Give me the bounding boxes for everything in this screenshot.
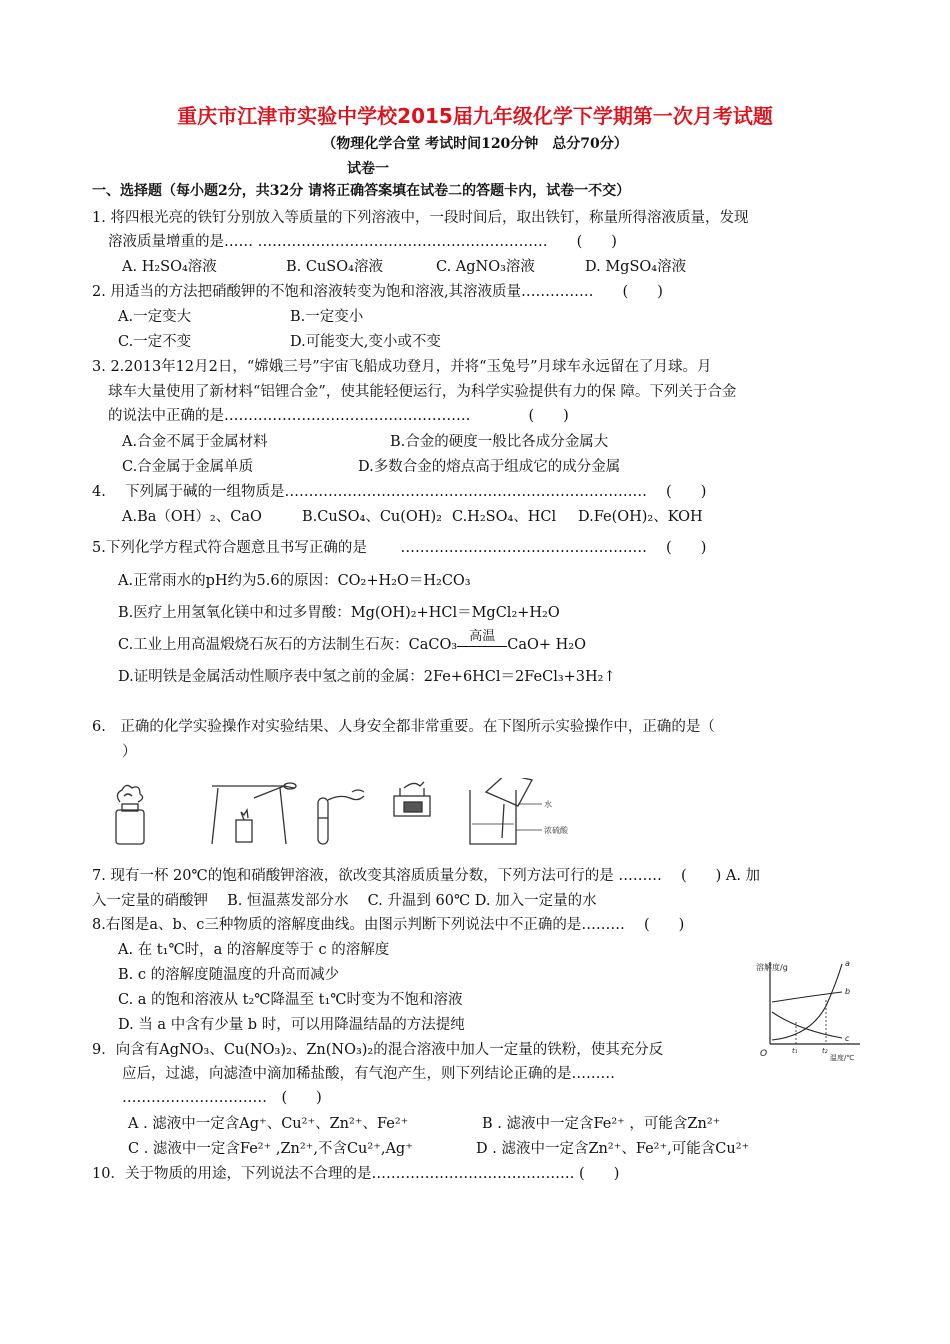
label-water: 水 [544, 800, 552, 809]
reaction-condition-label: 高温 [469, 629, 496, 644]
q1-stem: 1. 将四根光亮的铁钉分别放入等质量的下列溶液中，一段时间后，取出铁钉，称量所得溶液质量，发现 [92, 210, 749, 226]
q5-option-a: A.正常雨水的pH约为5.6的原因：CO₂+H₂O＝H₂CO₃ [118, 573, 471, 589]
q4-option-b: B.CuSO₄、Cu(OH)₂ [302, 509, 442, 525]
chart-xlabel: 温度/℃ [830, 1054, 855, 1062]
q9-option-d: D . 滤液中一定含Zn²⁺、Fe²⁺,可能含Cu²⁺ [476, 1141, 750, 1157]
q3-option-c: C.合金属于金属单质 [122, 459, 254, 475]
q5-option-c-product: CaO+ H₂O [507, 637, 586, 653]
curve-c [772, 1012, 842, 1038]
q8-option-d: D. 当 a 中含有少量 b 时，可以用降温结晶的方法提纯 [118, 1017, 465, 1033]
q4-option-c: C.H₂SO₄、HCl [452, 509, 557, 525]
q3-option-b: B.合金的硬度一般比各成分金属大 [390, 434, 609, 450]
q3-stem-cont: 球车大量使用了新材料“铝锂合金”，使其能轻便运行，为科学实验提供有力的保 障。下列关于合金 [108, 384, 737, 400]
q9-option-b: B . 滤液中一定含Fe²⁺ ，可能含Zn²⁺ [482, 1116, 721, 1132]
q3-stem-cont2: 的说法中正确的是…………………………………………… ( ) [108, 408, 569, 424]
test-tube-figure [318, 790, 364, 844]
q9-option-c: C . 滤液中一定含Fe²⁺ ,Zn²⁺,不含Cu²⁺,Ag⁺ [128, 1141, 413, 1157]
heating-figure [212, 783, 296, 844]
q9-stem-cont: 应后，过滤，向滤渣中滴加稀盐酸，有气泡产生，则下列结论正确的是……… [122, 1066, 615, 1082]
q5-option-b: B.医疗上用氢氧化镁中和过多胃酸：Mg(OH)₂+HCl＝MgCl₂+H₂O [118, 605, 560, 621]
reaction-condition [457, 629, 507, 654]
label-acid: 浓硫酸 [544, 826, 568, 835]
label-a: a [845, 959, 850, 968]
q3-option-a: A.合金不属于金属材料 [122, 434, 268, 450]
q5-option-c [118, 629, 586, 654]
q9-stem: 9．向含有AgNO₃、Cu(NO₃)₂、Zn(NO₃)₂的混合溶液中加人一定量的铁粉，使其充分反 [92, 1042, 664, 1058]
q4-option-d: D.Fe(OH)₂、KOH [578, 509, 703, 525]
q1-option-b: B. CuSO₄溶液 [286, 259, 383, 275]
chart-ylabel: 溶解度/g [756, 963, 788, 972]
q1-option-c: C. AgNO₃溶液 [436, 259, 535, 275]
label-t2: t₂ [822, 1047, 828, 1055]
q4-option-a: A.Ba（OH）₂、CaO [122, 509, 262, 525]
q6-stem-cont: ） [122, 744, 137, 760]
section-heading: 一、选择题（每小题2分，共32分 请将正确答案填在试卷二的答题卡内，试卷一不交） [92, 183, 631, 199]
curve-b [772, 992, 842, 1002]
q2-stem: 2. 用适当的方法把硝酸钾的不饱和溶液转变为饱和溶液,其溶液质量…………… ( ) [92, 284, 663, 300]
q5-option-c-text: C.工业上用高温煅烧石灰石的方法制生石灰：CaCO₃ [118, 637, 458, 653]
q8-option-c: C. a 的饱和溶液从 t₂℃降温至 t₁℃时变为不饱和溶液 [118, 992, 463, 1008]
q10-stem: 10．关于物质的用途，下列说法不合理的是…………………………………… ( ) [92, 1166, 620, 1182]
q4-stem: 4. 下列属于碱的一组物质是………………………………………………………………… ( ) [92, 484, 707, 500]
q8-stem: 8.右图是a、b、c三种物质的溶解度曲线。由图示判断下列说法中不正确的是……… ( ) [92, 917, 685, 933]
q1-option-a: A. H₂SO₄溶液 [122, 259, 217, 275]
q9-stem-cont2: ………………………… ( ) [122, 1090, 322, 1106]
q6-stem: 6. 正确的化学实验操作对实验结果、人身安全都非常重要。在下图所示实验操作中，正确的是（ [92, 719, 715, 735]
q1-option-d: D. MgSO₄溶液 [585, 259, 687, 275]
q9-option-a: A . 滤液中一定含Ag⁺、Cu²⁺、Zn²⁺、Fe²⁺ [128, 1116, 409, 1132]
exam-title: 重庆市江津市实验中学校2015届九年级化学下学期第一次月考试题 [177, 104, 773, 128]
q1-stem-cont: 溶液质量增重的是…… …………………………………………………… ( ) [108, 234, 617, 250]
label-c: c [845, 1034, 850, 1043]
q2-option-d: D.可能变大,变小或不变 [290, 334, 441, 350]
exam-subtitle: （物理化学合堂 考试时间120分钟 总分70分） [322, 136, 628, 152]
q8-option-b: B. c 的溶解度随温度的升高而减少 [118, 967, 340, 983]
q2-option-a: A.一定变大 [118, 309, 192, 325]
chart-origin: O [760, 1049, 768, 1059]
q2-option-b: B.一定变小 [290, 309, 364, 325]
q6-figures [104, 778, 664, 848]
q5-stem: 5.下列化学方程式符合题意且书写正确的是 …………………………………………… ( ) [92, 540, 707, 556]
apparatus-figure [394, 782, 430, 816]
bottle-smell-figure [116, 785, 144, 844]
label-t1: t₁ [792, 1047, 798, 1055]
q3-stem: 3. 2.2013年12月2日，“嫦娥三号”宇宙飞船成功登月，并将“玉兔号”月球车永远留在了月球。月 [92, 359, 712, 375]
paper-label: 试卷一 [347, 161, 389, 177]
q8-option-a: A. 在 t₁℃时，a 的溶解度等于 c 的溶解度 [118, 942, 390, 958]
q7-options: 入一定量的硝酸钾 B. 恒温蒸发部分水 C. 升温到 60℃ D. 加入一定量的水 [92, 893, 597, 909]
q3-option-d: D.多数合金的熔点高于组成它的成分金属 [358, 459, 621, 475]
q2-option-c: C.一定不变 [118, 334, 192, 350]
q7-stem: 7. 现有一杯 20℃的饱和硝酸钾溶液，欲改变其溶质质量分数，下列方法可行的是 ……… ( ) A. 加 [92, 868, 761, 884]
q5-option-d: D.证明铁是金属活动性顺序表中氢之前的金属：2Fe+6HCl＝2FeCl₃+3H₂↑ [118, 669, 616, 685]
solubility-curve-chart [750, 956, 870, 1062]
dilution-figure [470, 778, 569, 844]
label-b: b [845, 987, 851, 996]
